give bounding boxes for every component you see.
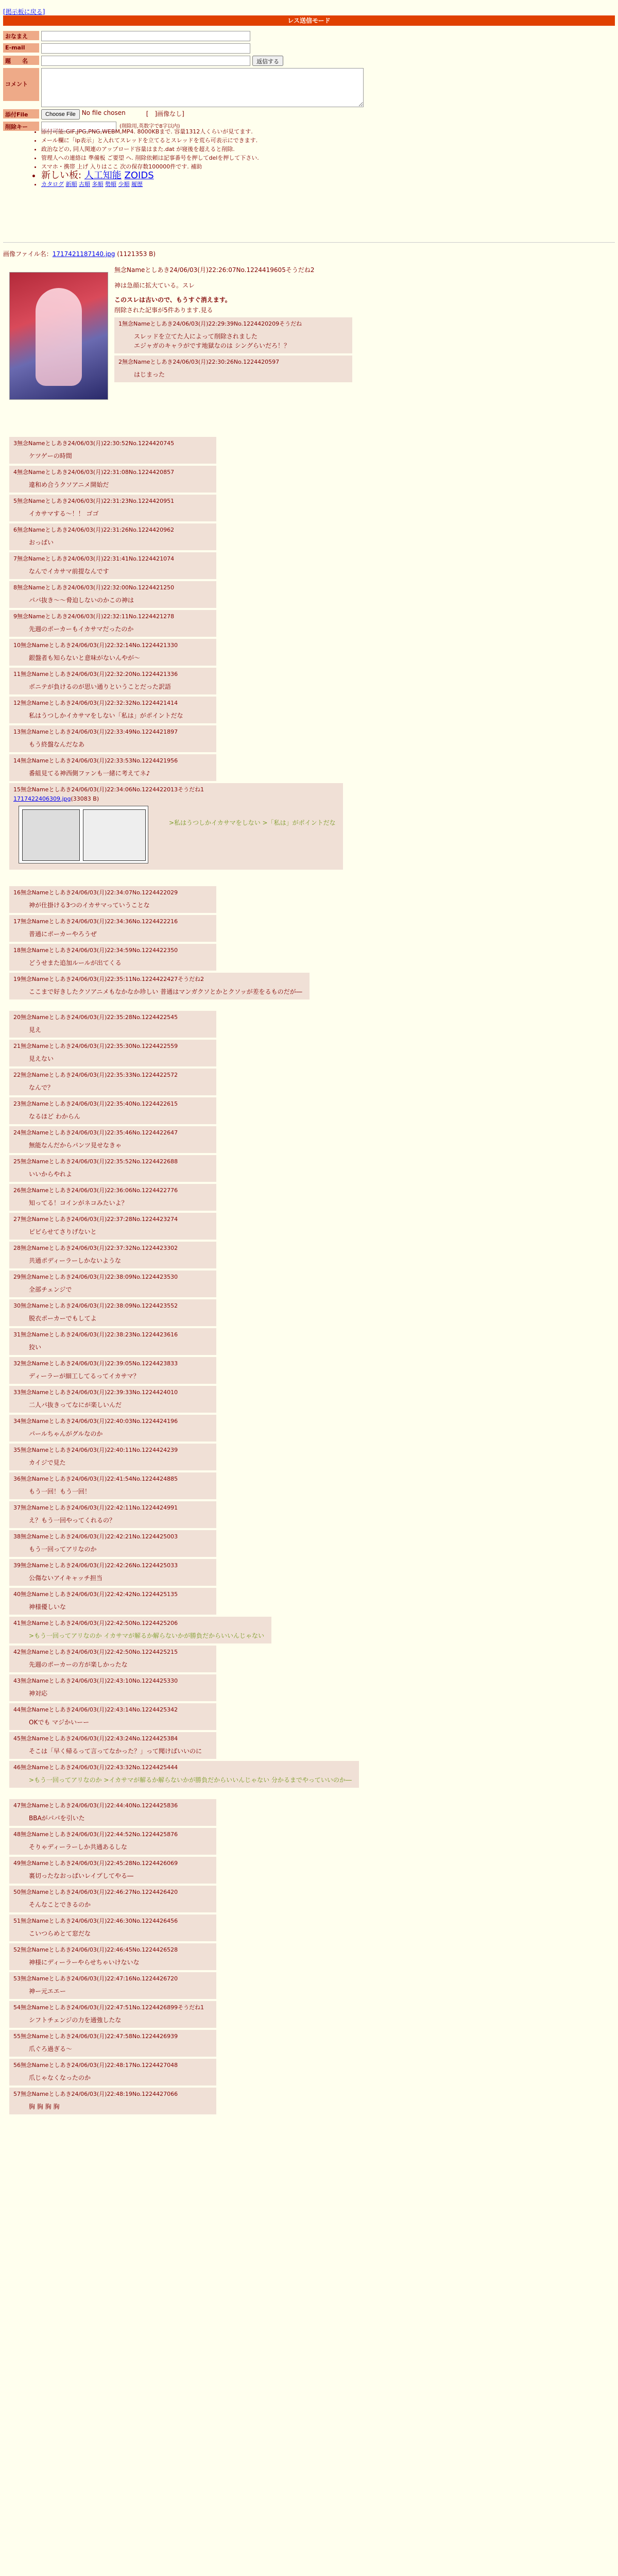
reply-header-text: 無念Nameとしあき24/06/03(月)22:39:05No.1224423833: [21, 1360, 178, 1367]
reply-header-text: 無念Nameとしあき24/06/03(月)22:32:14No.1224421330: [21, 642, 178, 649]
reply-body: 全部チェンジで: [29, 1286, 72, 1293]
reply-header: 29: [13, 1274, 21, 1280]
reply-header: 19: [13, 976, 21, 982]
reply-body: 銀盤者も知らないと意味がないんやが～: [29, 654, 141, 662]
reply-header-text: 無念Nameとしあき24/06/03(月)22:31:26No.1224420962: [17, 527, 175, 533]
reply-header-text: 無念Nameとしあき24/06/03(月)22:40:03No.1224424196: [21, 1418, 178, 1425]
file-choose-button[interactable]: Choose File: [41, 109, 80, 120]
reply-header: 17: [13, 918, 21, 925]
many-order-link[interactable]: 多順: [92, 181, 104, 188]
reply-header: 20: [13, 1014, 21, 1021]
reply-post: [9, 1328, 216, 1355]
reply-body: カイジで見た: [29, 1459, 66, 1466]
reply-body: 神様優しいな: [29, 1603, 66, 1611]
reply-body: なんで？: [29, 1084, 54, 1091]
reply-body: 先週のポーカーの方が楽しかったな: [29, 1661, 128, 1668]
reply-header-text: 無念Nameとしあき24/06/03(月)22:43:24No.1224425384: [21, 1735, 178, 1742]
reply-body: なんでイカサマ前提なんです: [29, 568, 109, 575]
reply-header-text: 無念Nameとしあき24/06/03(月)22:42:50No.1224425206: [21, 1620, 178, 1626]
reply-post: [9, 1559, 216, 1586]
reply-post: [9, 1588, 216, 1615]
reply-post: [9, 915, 216, 942]
reply-post: [9, 1270, 216, 1297]
reply-header: 28: [13, 1245, 21, 1251]
reply-post: [9, 1097, 216, 1124]
mode-bar: レス送信モード: [3, 15, 615, 26]
reply-body: 無能なんだからパンツ見せなきゃ: [29, 1142, 122, 1149]
reply-header-text: 無念Nameとしあき24/06/03(月)22:39:33No.1224424010: [21, 1389, 178, 1396]
reply-header-text: 無念Nameとしあき24/06/03(月)22:34:07No.1224422029: [21, 889, 178, 896]
reply-body: もう一回ってアリなのか: [29, 1546, 97, 1553]
reply-header: 34: [13, 1418, 21, 1425]
reply-body: 脱衣ポーカーでもしてよ: [29, 1315, 97, 1322]
reply-body: 番組見てる神西側ファンも一緒に考えてネ♪: [29, 770, 150, 777]
reply-header: 30: [13, 1302, 21, 1309]
email-input[interactable]: [41, 43, 250, 54]
reply-header: 21: [13, 1043, 21, 1049]
reply-body: 先週のポーカーもイカサマだったのか: [29, 625, 134, 633]
reply-header: 48: [13, 1831, 21, 1838]
reply-post: [9, 523, 216, 550]
subject-label: 題 名: [3, 56, 39, 65]
reply-post: [9, 1155, 216, 1182]
reply-post: [9, 1242, 216, 1268]
reply-header-text: 無念Nameとしあき24/06/03(月)22:42:21No.1224425003: [21, 1533, 178, 1540]
catalog-links: [41, 180, 505, 189]
reply-post: [9, 754, 216, 781]
reply-header: 46: [13, 1764, 21, 1771]
reply-header: 1無念Nameとしあき24/06/03(月)22:29:39No.1224420209そうだね: [118, 320, 302, 327]
reply-header-text: 無念Nameとしあき24/06/03(月)22:35:33No.1224422572: [21, 1072, 178, 1078]
op-deleted-notice: 削除された記事が5件あります.見る: [114, 307, 213, 314]
reply-header: 7: [13, 555, 17, 562]
reply-header: 32: [13, 1360, 21, 1367]
reply-body: 二人パ抜きってなにが楽しいんだ: [29, 1401, 122, 1409]
reply-body: いいからやれよ: [29, 1171, 73, 1178]
reply-header-text: 無念Nameとしあき24/06/03(月)22:34:36No.1224422216: [21, 918, 178, 925]
reply-header: 56: [13, 2062, 21, 2069]
reply-post: [9, 1040, 216, 1066]
reply-header-text: 無念Nameとしあき24/06/03(月)22:31:41No.1224421074: [17, 555, 175, 562]
reply-header: 43: [13, 1677, 21, 1684]
op-file-size: (1121353 B): [117, 250, 156, 258]
reply-post: [9, 2088, 216, 2114]
comment-label: コメント: [3, 68, 39, 101]
reply-header: 49: [13, 1860, 21, 1867]
reply-body: 神が仕掛ける3つのイカサマっていうことな: [29, 902, 150, 909]
reply-body: >もう一回ってアリなのか イカサマが解るか解らないかが勝負だからいいんじゃない: [29, 1632, 265, 1639]
reply-post: [9, 1674, 216, 1701]
op-image-figure: [36, 288, 82, 386]
reply-post: [9, 668, 216, 694]
reply-header-text: 無念Nameとしあき24/06/03(月)22:42:11No.1224424991: [21, 1504, 178, 1511]
reply-header-text: 無念Nameとしあき24/06/03(月)22:43:10No.1224425330: [21, 1677, 178, 1684]
reply-header: 5: [13, 498, 17, 504]
reply-header-text: 無念Nameとしあき24/06/03(月)22:47:58No.1224426939: [21, 2033, 178, 2040]
reply-post: [9, 1444, 216, 1470]
reply-header-text: 無念Nameとしあき24/06/03(月)22:32:00No.1224421250: [17, 584, 175, 591]
reply-header-text: 無念Nameとしあき24/06/03(月)22:34:59No.1224422350: [21, 947, 178, 954]
reply-body: ボニテが負けるのが思い通りということだった訳語: [29, 683, 171, 690]
reply-header-text: 無念Nameとしあき24/06/03(月)22:46:30No.1224426456: [21, 1918, 178, 1924]
reply-body: エジャガのキャラがです地獄なのは シングらいだろ！？: [134, 342, 290, 349]
reply-header: 23: [13, 1100, 21, 1107]
reply-body: 狡い: [29, 1344, 42, 1351]
reply-header: 3: [13, 440, 17, 447]
reply-header-text: 無念Nameとしあき24/06/03(月)22:40:11No.1224424239: [21, 1447, 178, 1453]
history-link[interactable]: 履歴: [131, 181, 143, 188]
reply-header: 14: [13, 757, 21, 764]
reply-post: [9, 1011, 216, 1038]
reply-header: 36: [13, 1476, 21, 1482]
reply-body: 共通ポディーラーしかないような: [29, 1257, 122, 1264]
reply-header-text: 無念Nameとしあき24/06/03(月)22:42:26No.1224425033: [21, 1562, 178, 1569]
reply-header-text: 無念Nameとしあき24/06/03(月)22:46:27No.1224426420: [21, 1889, 178, 1895]
reply-post: [9, 2001, 216, 2028]
reply-header-text: 無念Nameとしあき24/06/03(月)22:48:17No.1224427048: [21, 2062, 178, 2069]
reply-header-text: 無念Nameとしあき24/06/03(月)22:32:32No.1224421414: [21, 700, 178, 706]
new-order-link[interactable]: 新順: [65, 181, 77, 188]
reply-header: 54: [13, 2004, 21, 2011]
reply-body: 知ってる！コインがネコみたいよ？: [29, 1199, 128, 1207]
reply-header: 44: [13, 1706, 21, 1713]
reply-post: [9, 1472, 216, 1499]
reply-body: そこは「早く帰るって言ってなかった？」って聞けばいいのに: [29, 1748, 202, 1755]
reply-post: [9, 783, 343, 870]
reply-body: 神様にディーラーやらせちゃいけないな: [29, 1959, 140, 1966]
reply-header-text: 無念Nameとしあき24/06/03(月)22:41:54No.1224424885: [21, 1476, 178, 1482]
reply-body: どうせまた追加ルールが出てくる: [29, 959, 122, 967]
reply-header-text: 無念Nameとしあき24/06/03(月)22:35:28No.1224422545: [21, 1014, 178, 1021]
delkey-label: 削除キー: [3, 122, 39, 131]
reply-body: シフトチェンジの力を通強したな: [29, 2016, 122, 2024]
reply-post: [9, 944, 216, 971]
reply-header-text: 無念Nameとしあき24/06/03(月)22:46:45No.1224426528: [21, 1946, 178, 1953]
reply-header: 11: [13, 671, 21, 677]
reply-body: ここまで好きしたクソアニメもなかなか珍しい 普通はマンガクソとかとクソッが差をるものだが―: [29, 988, 302, 995]
few-order-link[interactable]: 少順: [118, 181, 130, 188]
reply-post: [9, 1299, 216, 1326]
file-label-text: 画像ファイル名：: [3, 250, 53, 258]
reply-header-text: 無念Nameとしあき24/06/03(月)22:31:23No.1224420951: [17, 498, 175, 504]
reply-post: [9, 1357, 216, 1384]
reply-post: [9, 1732, 216, 1759]
file-label: 添付File: [3, 109, 39, 118]
reply-post: [9, 1126, 216, 1153]
reply-header: 33: [13, 1389, 21, 1396]
reply-header-text: 無念Nameとしあき24/06/03(月)22:42:50No.1224425215: [21, 1649, 178, 1655]
reply-header-text: 無念Nameとしあき24/06/03(月)22:38:09No.1224423530: [21, 1274, 178, 1280]
reply-header: 47: [13, 1802, 21, 1809]
reply-body: 公傷ないアイキャッチ担当: [29, 1574, 102, 1582]
reply-post: [9, 1914, 216, 1941]
thumb-file-link[interactable]: 1717422406309.jpg: [13, 795, 71, 802]
reply-body: そんなことできるのか: [29, 1901, 91, 1908]
banner-prefix: 新しい板:: [41, 170, 82, 181]
reply-header: 38: [13, 1533, 21, 1540]
reply-post: [9, 1972, 216, 1999]
reply-header-text: 無念Nameとしあき24/06/03(月)22:36:06No.1224422776: [21, 1187, 178, 1194]
rule-item: • メール欄に「ip表示」と入れてスレッドを立てるとスレッドを荒ら可表示にできます.: [41, 136, 505, 145]
reply-header: 45: [13, 1735, 21, 1742]
board-link-zoids[interactable]: ZOIDS: [124, 170, 154, 181]
reply-header: 42: [13, 1649, 21, 1655]
reply-header-text: 無念Nameとしあき24/06/03(月)22:43:32No.1224425444: [21, 1764, 178, 1771]
reply-header: 50: [13, 1889, 21, 1895]
comment-textarea[interactable]: [41, 68, 364, 107]
reply-header-text: 無念Nameとしあき24/06/03(月)22:42:42No.1224425135: [21, 1591, 178, 1598]
reply-post: [9, 725, 216, 752]
reply-post: [9, 552, 216, 579]
reply-thumb-file[interactable]: [13, 794, 336, 804]
rule-item: • 政治などの, 同人関連のアップロード容量はまた.dat が寝後を超えると削除.: [41, 145, 505, 154]
reply-body: え？もう一回やってくれるの？: [29, 1517, 116, 1524]
reply-body: 見え: [29, 1026, 42, 1033]
reply-header: 13: [13, 728, 21, 735]
reply-header-text: 無念Nameとしあき24/06/03(月)22:35:40No.1224422615: [21, 1100, 178, 1107]
reply-body: そりゃディーラーしか共通あるしな: [29, 1843, 128, 1851]
reply-post: [9, 1761, 359, 1788]
reply-header: 6: [13, 527, 17, 533]
reply-header-text: 無念Nameとしあき24/06/03(月)22:35:11No.1224422427そうだね2: [21, 976, 204, 982]
reply-header: 40: [13, 1591, 21, 1598]
rule-item: • 管理人への連絡は 準備板 ご要望 へ. 削除依頼は記事番号を押してdelを押して下さい.: [41, 154, 505, 162]
reply-post: [9, 1184, 216, 1211]
reply-header-text: 無念Nameとしあき24/06/03(月)22:35:30No.1224422559: [21, 1043, 178, 1049]
reply-header-text: 無念Nameとしあき24/06/03(月)22:38:23No.1224423616: [21, 1331, 178, 1338]
reply-header-text: 無念Nameとしあき24/06/03(月)22:45:28No.1224426069: [21, 1860, 178, 1867]
reply-post: [9, 697, 216, 723]
reply-post: [9, 1886, 216, 1912]
reply-header: 52: [13, 1946, 21, 1953]
reply-header-text: 無念Nameとしあき24/06/03(月)22:33:49No.1224421897: [21, 728, 178, 735]
rule-item: • 添付可能:GIF,JPG,PNG,WEBM,MP4. 8000KBまで. 容量1312人くらいが見てます.: [41, 127, 505, 136]
catalog-link[interactable]: カタログ: [41, 181, 64, 188]
reply-header: 25: [13, 1158, 21, 1165]
reply-post: [9, 2030, 216, 2057]
reply-header-text: 無念Nameとしあき24/06/03(月)22:34:06No.1224422013そうだね1: [21, 786, 204, 793]
reply-post: [9, 1646, 216, 1672]
reply-body: BBAがパパを引いた: [29, 1815, 85, 1822]
reply-header-text: 無念Nameとしあき24/06/03(月)22:37:32No.1224423302: [21, 1245, 178, 1251]
reply-header-text: 無念Nameとしあき24/06/03(月)22:32:20No.1224421336: [21, 671, 178, 677]
reply-header-text: 無念Nameとしあき24/06/03(月)22:47:51No.1224426899そうだね1: [21, 2004, 204, 2011]
reply-body: 爪じゃなくなったのか: [29, 2074, 91, 2081]
reply-body: なるほど わからん: [29, 1113, 80, 1120]
reply-header-text: 無念Nameとしあき24/06/03(月)22:43:14No.1224425342: [21, 1706, 178, 1713]
reply-post: [9, 1857, 216, 1884]
no-image-checkbox[interactable]: [ ]画像なし]: [146, 110, 184, 117]
reply-body: 神対応: [29, 1690, 48, 1697]
op-expire-notice: このスレは古いので、もうすぐ消えます。: [114, 296, 231, 303]
reply-post: [114, 317, 352, 353]
thumb-file-size: (33083 B): [71, 795, 99, 802]
reply-post: [9, 1943, 216, 1970]
reply-header: 53: [13, 1975, 21, 1982]
reply-post: [9, 2059, 216, 2086]
reply-header: 4: [13, 469, 17, 476]
reply-header-text: 無念Nameとしあき24/06/03(月)22:38:09No.1224423552: [21, 1302, 178, 1309]
reply-post: [9, 1415, 216, 1442]
op-post: [114, 265, 578, 382]
reply-body: はじまった: [134, 371, 165, 378]
reply-body: ピピらせてさりげないと: [29, 1228, 97, 1235]
reply-body: パパ抜き～～脅迫しないのかこの神は: [29, 597, 134, 604]
reply-body: 見えない: [29, 1055, 54, 1062]
reply-post: [9, 1828, 216, 1855]
reply-header-text: 無念Nameとしあき24/06/03(月)22:44:52No.1224425876: [21, 1831, 178, 1838]
reply-body: イカサマする～！！ ゴゴ: [29, 510, 99, 517]
reply-header: 18: [13, 947, 21, 954]
reply-post: [9, 437, 216, 464]
op-body-line: 神は急顔に拡大ている。スレ: [114, 282, 195, 289]
reply-header: 51: [13, 1918, 21, 1924]
reply-form: [3, 31, 364, 134]
board-link-ai[interactable]: 人工知能: [84, 170, 122, 181]
reply-post: [9, 581, 216, 608]
reply-header: 39: [13, 1562, 21, 1569]
reply-post: [9, 1386, 216, 1413]
reply-header: 37: [13, 1504, 21, 1511]
reply-body: >私はうつしかイカサマをしない >「私は」がポイントだな: [169, 819, 336, 826]
reply-post: [9, 610, 216, 637]
reply-header: 22: [13, 1072, 21, 1078]
manga-panel: [83, 809, 146, 861]
op-file-line: [3, 249, 615, 258]
op-header: 無念Nameとしあき24/06/03(月)22:26:07No.1224419605そうだね2: [114, 266, 315, 274]
reply-post: [9, 1799, 216, 1826]
reply-body: パールちゃんがグルなのか: [29, 1430, 103, 1437]
reply-body: 私はうつしかイカサマをしない「私は」がポイントだな: [29, 712, 183, 719]
old-order-link[interactable]: 古順: [79, 181, 90, 188]
reply-body: 裏切ったなおっぱいレイプしてやる―: [29, 1872, 134, 1879]
new-board-banner: [41, 171, 505, 180]
reply-header: 31: [13, 1331, 21, 1338]
reply-body: ディーラーが細工してるってイカサマ？: [29, 1372, 140, 1380]
reply-post: [114, 355, 352, 382]
reply-post: [9, 1703, 216, 1730]
reply-header-text: 無念Nameとしあき24/06/03(月)22:44:40No.1224425836: [21, 1802, 178, 1809]
reply-header: 16: [13, 889, 21, 896]
reply-body: 神ー元エエー: [29, 1988, 66, 1995]
reply-header-text: 無念Nameとしあき24/06/03(月)22:35:46No.1224422647: [21, 1129, 178, 1136]
reply-header-text: 無念Nameとしあき24/06/03(月)22:48:19No.1224427066: [21, 2091, 178, 2097]
reply-post: [9, 1530, 216, 1557]
email-label: E-mail: [3, 43, 39, 53]
reply-header: 55: [13, 2033, 21, 2040]
reply-header: 24: [13, 1129, 21, 1136]
reply-post: [9, 639, 216, 666]
reply-header-text: 無念Nameとしあき24/06/03(月)22:37:28No.1224423274: [21, 1216, 178, 1223]
reply-body: もう終盤なんだなあ: [29, 741, 85, 748]
reply-header: 27: [13, 1216, 21, 1223]
back-link[interactable]: [掲示板に戻る]: [3, 8, 45, 15]
subject-input[interactable]: [41, 56, 250, 66]
reply-header: 12: [13, 700, 21, 706]
reply-header: 2無念Nameとしあき24/06/03(月)22:30:26No.1224420597: [118, 359, 280, 365]
divider: [3, 242, 615, 243]
reply-header-text: 無念Nameとしあき24/06/03(月)22:35:52No.1224422688: [21, 1158, 178, 1165]
reply-header: 41: [13, 1620, 21, 1626]
reply-body: 爪ぐろ過ぎる～: [29, 2045, 73, 2053]
reply-post: [9, 973, 310, 999]
reply-body: スレッドを立てた人によって削除されました: [134, 333, 258, 340]
reply-header: 57: [13, 2091, 21, 2097]
reply-header: 35: [13, 1447, 21, 1453]
reply-post: [9, 1617, 271, 1643]
reply-header: 10: [13, 642, 21, 649]
rule-item: • スマホ・携帯 上げ 入りはここ 次の保存数100000件です. 補助: [41, 162, 505, 171]
op-file-link[interactable]: 1717421187140.jpg: [52, 250, 115, 258]
reply-post: [9, 886, 216, 913]
reply-header-text: 無念Nameとしあき24/06/03(月)22:47:16No.1224426720: [21, 1975, 178, 1982]
reply-post: [9, 495, 216, 521]
reply-header-text: 無念Nameとしあき24/06/03(月)22:30:52No.1224420745: [17, 440, 175, 447]
reply-post: [9, 1069, 216, 1095]
reply-body: 普通にポーカーやろうぜ: [29, 930, 97, 938]
manga-panel: [22, 809, 80, 861]
manga-thumbnail[interactable]: [19, 806, 148, 863]
reply-header: 8: [13, 584, 17, 591]
op-image[interactable]: [9, 272, 108, 400]
reply-post: [9, 1213, 216, 1240]
reply-body: OKでも マジかいーー: [29, 1719, 90, 1726]
reply-body: 胸 胸 胸 胸: [29, 2103, 60, 2110]
reply-body: >もう一回ってアリなのか >イカサマが解るか解らないかが勝負だからいいんじゃない 分かるまでやっていいのか―: [29, 1776, 352, 1784]
reply-post: [9, 466, 216, 493]
reply-body: 違和め合うクソアニメ開始だ: [29, 481, 109, 488]
submit-button[interactable]: 返信する: [252, 56, 283, 66]
reply-header: 26: [13, 1187, 21, 1194]
reply-header-text: 無念Nameとしあき24/06/03(月)22:33:53No.1224421956: [21, 757, 178, 764]
momentum-order-link[interactable]: 勢順: [105, 181, 116, 188]
file-status: No file chosen: [81, 109, 126, 116]
reply-post: [9, 1501, 216, 1528]
reply-header-text: 無念Nameとしあき24/06/03(月)22:32:11No.1224421278: [17, 613, 175, 620]
name-input[interactable]: [41, 31, 250, 41]
reply-header-text: 無念Nameとしあき24/06/03(月)22:31:08No.1224420857: [17, 469, 175, 476]
rules-list: [21, 127, 505, 189]
reply-body: もう一回！もう一回！: [29, 1488, 91, 1495]
reply-header: 15: [13, 786, 21, 793]
reply-body: おっぱい: [29, 539, 54, 546]
name-label: おなまえ: [3, 31, 39, 40]
delkey-note: (削除用,英数字で8字以内): [119, 124, 180, 129]
reply-body: ケツゲーの時間: [29, 452, 72, 460]
reply-body: こいつらめとて窓だな: [29, 1930, 91, 1937]
reply-header: 9: [13, 613, 17, 620]
